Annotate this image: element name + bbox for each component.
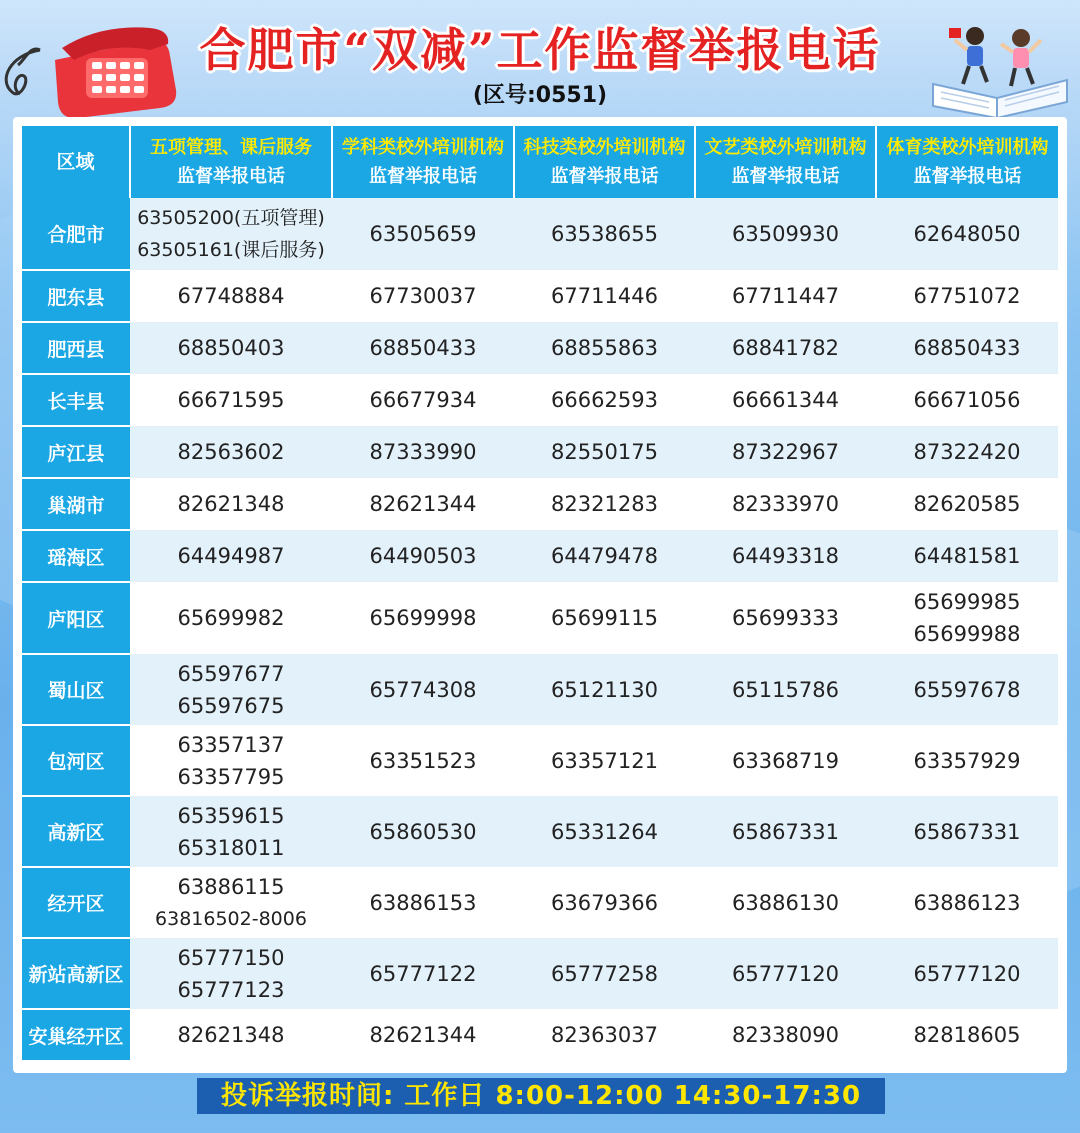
phone-cell [130, 867, 332, 938]
table-header-row [22, 126, 1058, 198]
phone-cell [695, 867, 876, 938]
phone-cell [514, 322, 695, 374]
hotline-table [22, 126, 1058, 1062]
phone-number: 65699998 [369, 606, 477, 630]
column-header-category: 文艺类校外培训机构 [704, 137, 867, 158]
phone-cell [130, 530, 332, 582]
phone-number: 65774308 [369, 677, 477, 702]
table-row [22, 1009, 1058, 1061]
phone-number: 65597677 [177, 661, 285, 686]
phone-number: 65699115 [551, 606, 658, 630]
table-body [22, 198, 1058, 1061]
phone-number: 65115786 [732, 677, 839, 702]
phone-cell [695, 270, 876, 322]
phone-number: 87322967 [732, 440, 839, 464]
phone-cell [130, 322, 332, 374]
phone-cell [130, 374, 332, 426]
table-row [22, 654, 1058, 725]
phone-cell [514, 198, 695, 270]
phone-cell [514, 582, 695, 654]
table-row [22, 270, 1058, 322]
phone-number: 82621344 [369, 1023, 477, 1047]
phone-cell [695, 426, 876, 478]
phone-cell [130, 270, 332, 322]
phone-cell [332, 796, 514, 867]
phone-number: 82620585 [913, 492, 1021, 516]
phone-number: 66671056 [913, 388, 1021, 412]
phone-number: 82338090 [732, 1023, 839, 1047]
region-cell: 包河区 [22, 725, 130, 796]
phone-cell [130, 1009, 332, 1061]
phone-number: 82321283 [551, 492, 658, 516]
phone-cell [514, 654, 695, 725]
phone-cell [332, 654, 514, 725]
region-cell: 合肥市 [22, 198, 130, 270]
column-header-category: 学科类校外培训机构 [342, 137, 504, 158]
phone-number: 65331264 [551, 819, 658, 844]
phone-number: 65699985 [913, 590, 1021, 614]
phone-cell [695, 1009, 876, 1061]
table-row [22, 426, 1058, 478]
phone-number: 65777258 [551, 961, 658, 986]
phone-number: 82550175 [551, 440, 658, 464]
phone-cell [332, 374, 514, 426]
table-row [22, 530, 1058, 582]
region-cell: 巢湖市 [22, 478, 130, 530]
phone-number: 67711446 [551, 284, 658, 308]
phone-cell [332, 426, 514, 478]
column-header [130, 126, 332, 198]
phone-cell [332, 270, 514, 322]
phone-number: 65860530 [369, 819, 477, 844]
phone-number: 65867331 [732, 819, 839, 844]
phone-cell [332, 1009, 514, 1061]
phone-number: 82563602 [177, 440, 285, 464]
phone-number: 64481581 [913, 544, 1021, 568]
phone-cell [332, 530, 514, 582]
phone-number: 63357121 [551, 748, 658, 773]
phone-cell [695, 198, 876, 270]
region-cell: 肥西县 [22, 322, 130, 374]
phone-cell [514, 426, 695, 478]
phone-number: 65699988 [913, 622, 1021, 646]
phone-cell [514, 270, 695, 322]
phone-cell [876, 270, 1058, 322]
table-row [22, 198, 1058, 270]
phone-number: 63368719 [732, 748, 839, 773]
phone-cell [695, 725, 876, 796]
region-cell: 庐江县 [22, 426, 130, 478]
phone-cell [130, 654, 332, 725]
complaint-hours-banner: 投诉举报时间: 工作日 8:00-12:00 14:30-17:30 [197, 1078, 885, 1114]
phone-cell [130, 725, 332, 796]
phone-number: 87333990 [369, 440, 477, 464]
phone-number: 67711447 [732, 284, 839, 308]
region-cell: 高新区 [22, 796, 130, 867]
phone-cell [130, 938, 332, 1009]
phone-cell [695, 374, 876, 426]
phone-number: 63886130 [732, 890, 839, 915]
phone-cell [876, 654, 1058, 725]
phone-cell [130, 582, 332, 654]
phone-number: 63357929 [913, 748, 1021, 773]
phone-cell [514, 530, 695, 582]
column-header [332, 126, 514, 198]
phone-number: 63886115 [177, 874, 285, 899]
column-header-subtitle: 监督举报电话 [731, 166, 840, 187]
phone-number: 65777120 [732, 961, 839, 986]
phone-number: 63505200(五项管理) [137, 207, 325, 229]
phone-number: 65359615 [177, 803, 285, 828]
phone-number: 65699333 [732, 606, 839, 630]
phone-number: 65777150 [177, 945, 285, 970]
phone-cell [332, 582, 514, 654]
phone-cell [876, 938, 1058, 1009]
phone-number: 63679366 [551, 890, 658, 915]
phone-cell [695, 478, 876, 530]
table-row [22, 796, 1058, 867]
phone-number: 64479478 [551, 544, 658, 568]
phone-cell [876, 582, 1058, 654]
telephone-icon [0, 10, 185, 120]
phone-cell [332, 322, 514, 374]
column-header-category: 科技类校外培训机构 [523, 137, 686, 158]
table-row [22, 867, 1058, 938]
phone-number: 82621348 [177, 1023, 285, 1047]
column-header-subtitle: 监督举报电话 [913, 166, 1022, 187]
column-header-subtitle: 监督举报电话 [177, 166, 285, 187]
phone-number: 64490503 [369, 544, 477, 568]
phone-cell [876, 478, 1058, 530]
phone-number: 63505659 [369, 222, 477, 246]
phone-number: 67751072 [913, 284, 1021, 308]
column-header [876, 126, 1058, 198]
phone-cell [876, 796, 1058, 867]
students-on-book-icon [925, 14, 1075, 122]
column-header-subtitle: 监督举报电话 [369, 166, 477, 187]
phone-cell [876, 530, 1058, 582]
phone-number: 65699982 [177, 606, 285, 630]
phone-number: 65777122 [369, 961, 477, 986]
region-cell: 肥东县 [22, 270, 130, 322]
phone-number: 66662593 [551, 388, 658, 412]
phone-number: 66677934 [369, 388, 477, 412]
phone-cell [332, 478, 514, 530]
table-row [22, 582, 1058, 654]
phone-number: 66671595 [177, 388, 285, 412]
phone-number: 65777120 [913, 961, 1021, 986]
table-row [22, 374, 1058, 426]
phone-number: 68850433 [913, 336, 1021, 360]
phone-number: 63816502-8006 [155, 907, 307, 930]
phone-number: 68841782 [732, 336, 839, 360]
phone-cell [332, 725, 514, 796]
phone-number: 82818605 [913, 1023, 1021, 1047]
table-row [22, 478, 1058, 530]
phone-cell [514, 725, 695, 796]
region-column-header: 区域 [22, 126, 130, 198]
region-cell: 瑶海区 [22, 530, 130, 582]
phone-cell [876, 322, 1058, 374]
phone-number: 63357137 [177, 732, 285, 757]
phone-number: 65867331 [913, 819, 1021, 844]
column-header-category: 五项管理、课后服务 [150, 137, 312, 158]
phone-cell [876, 426, 1058, 478]
phone-number: 65121130 [551, 677, 658, 702]
phone-number: 65777123 [177, 977, 285, 1002]
table-row [22, 322, 1058, 374]
phone-cell [876, 1009, 1058, 1061]
phone-cell [130, 796, 332, 867]
phone-cell [695, 582, 876, 654]
phone-number: 82621348 [177, 492, 285, 516]
column-header-subtitle: 监督举报电话 [550, 166, 659, 187]
region-cell: 蜀山区 [22, 654, 130, 725]
column-header [514, 126, 695, 198]
phone-cell [695, 654, 876, 725]
phone-number: 64493318 [732, 544, 839, 568]
phone-number: 68850433 [369, 336, 477, 360]
hotline-table-card [13, 117, 1067, 1073]
phone-number: 63505161(课后服务) [137, 239, 325, 261]
phone-number: 63357795 [177, 764, 285, 789]
phone-number: 82333970 [732, 492, 839, 516]
phone-number: 64494987 [177, 544, 285, 568]
phone-number: 65597675 [177, 693, 285, 718]
region-cell: 庐阳区 [22, 582, 130, 654]
phone-cell [332, 938, 514, 1009]
phone-number: 63886123 [913, 890, 1021, 915]
phone-number: 87322420 [913, 440, 1021, 464]
phone-cell [514, 796, 695, 867]
area-code-label: (区号:0551) [472, 83, 608, 108]
phone-number: 63509930 [732, 222, 839, 246]
phone-number: 62648050 [913, 222, 1021, 246]
phone-cell [332, 198, 514, 270]
table-row [22, 725, 1058, 796]
phone-number: 65597678 [913, 677, 1021, 702]
phone-number: 67730037 [369, 284, 477, 308]
phone-cell [514, 1009, 695, 1061]
phone-cell [514, 867, 695, 938]
header [0, 0, 1080, 110]
phone-number: 66661344 [732, 388, 839, 412]
region-cell: 安巢经开区 [22, 1009, 130, 1061]
column-header-category: 体育类校外培训机构 [886, 137, 1049, 158]
phone-number: 82621344 [369, 492, 477, 516]
region-cell: 长丰县 [22, 374, 130, 426]
phone-cell [876, 867, 1058, 938]
column-header [695, 126, 876, 198]
phone-cell [130, 478, 332, 530]
table-row [22, 938, 1058, 1009]
region-cell: 新站高新区 [22, 938, 130, 1009]
phone-number: 63351523 [369, 748, 477, 773]
page-title: 合肥市“双减”工作监督举报电话 [199, 23, 881, 77]
phone-cell [695, 796, 876, 867]
phone-number: 68850403 [177, 336, 285, 360]
phone-number: 82363037 [551, 1023, 658, 1047]
region-cell: 经开区 [22, 867, 130, 938]
phone-number: 67748884 [177, 284, 285, 308]
phone-cell [514, 478, 695, 530]
phone-number: 65318011 [177, 835, 285, 860]
phone-number: 63538655 [551, 222, 658, 246]
phone-number: 63886153 [369, 890, 477, 915]
phone-cell [695, 322, 876, 374]
phone-cell [332, 867, 514, 938]
phone-cell [695, 938, 876, 1009]
phone-cell [514, 374, 695, 426]
phone-cell [695, 530, 876, 582]
phone-cell [130, 198, 332, 270]
phone-cell [876, 374, 1058, 426]
phone-cell [514, 938, 695, 1009]
phone-number: 68855863 [551, 336, 658, 360]
phone-cell [876, 198, 1058, 270]
phone-cell [876, 725, 1058, 796]
phone-cell [130, 426, 332, 478]
